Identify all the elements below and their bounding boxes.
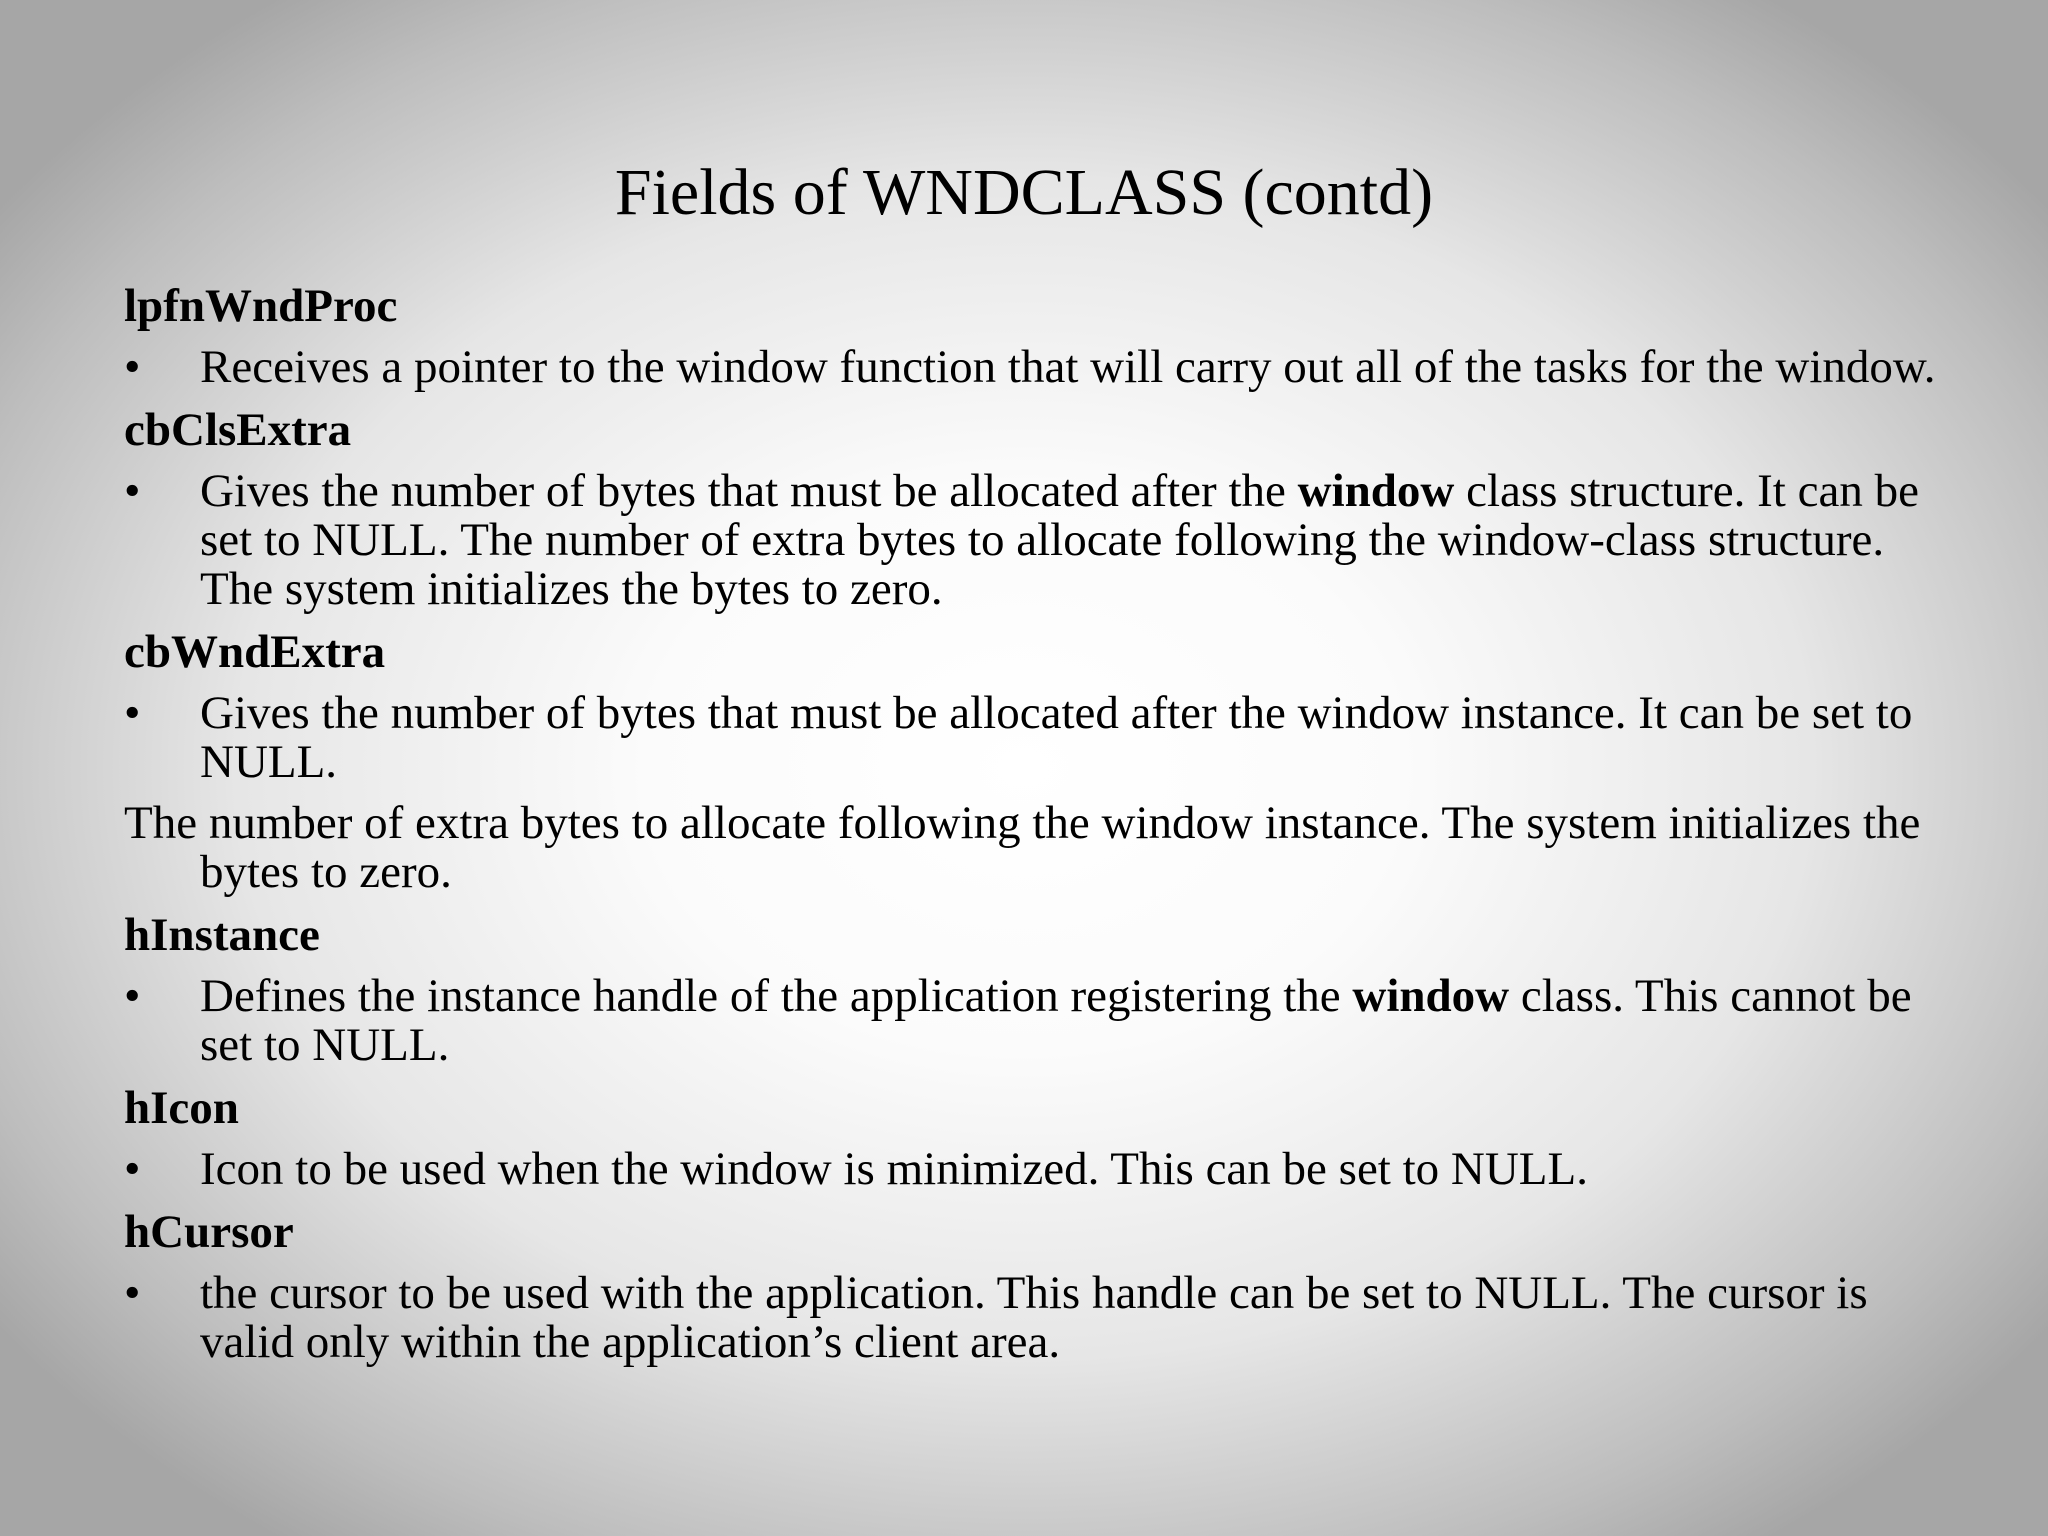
bullet-text: class structure. It can be set to NULL. The number of extra bytes to allocate following the window-class structure. The system initializes the bytes to zero.	[200, 465, 1919, 615]
field-name-cbclsextra: cbClsExtra	[124, 404, 352, 456]
field-name-hcursor: hCursor	[124, 1206, 294, 1258]
field-name-hicon: hIcon	[124, 1082, 239, 1134]
bullet-text-bold: window	[1352, 970, 1510, 1022]
bullet-icon: •	[124, 687, 141, 739]
bullet-item	[124, 461, 1944, 620]
bullet-text: Gives the number of bytes that must be allocated after the	[200, 465, 1298, 517]
bullet-icon: •	[124, 970, 141, 1022]
bullet-item	[124, 1263, 1944, 1373]
bullet-text: Defines the instance handle of the application registering the	[200, 970, 1353, 1022]
bullet-icon: •	[124, 1267, 141, 1319]
bullet-text: Gives the number of bytes that must be allocated after the window instance. It can be set to NULL.	[200, 687, 1913, 788]
bullet-icon: •	[124, 1143, 141, 1195]
bullet-text: class. This cannot be set to NULL.	[200, 970, 1912, 1071]
bullet-icon: •	[124, 465, 141, 517]
bullet-icon: •	[124, 341, 141, 393]
bullet-item	[124, 1139, 1944, 1200]
bullet-item	[124, 966, 1944, 1076]
field-name-cbwndextra: cbWndExtra	[124, 626, 386, 678]
bullet-item	[124, 337, 1944, 398]
note-paragraph: The number of extra bytes to allocate following the window instance. The system initializes the bytes to zero.	[124, 797, 1921, 898]
bullet-text: Icon to be used when the window is minimized. This can be set to NULL.	[200, 1143, 1588, 1195]
field-name-hinstance: hInstance	[124, 909, 320, 961]
slide-title: Fields of WNDCLASS (contd)	[614, 156, 1434, 229]
bullet-text: the cursor to be used with the application. This handle can be set to NULL. The cursor is valid only within the application’s client area.	[200, 1267, 1868, 1368]
field-name-lpfnwndproc: lpfnWndProc	[124, 280, 398, 332]
slide-body	[124, 274, 1944, 1373]
bullet-text: Receives a pointer to the window function that will carry out all of the tasks for the window.	[200, 341, 1936, 393]
bullet-text-bold: window	[1297, 465, 1455, 517]
bullet-item	[124, 683, 1944, 793]
